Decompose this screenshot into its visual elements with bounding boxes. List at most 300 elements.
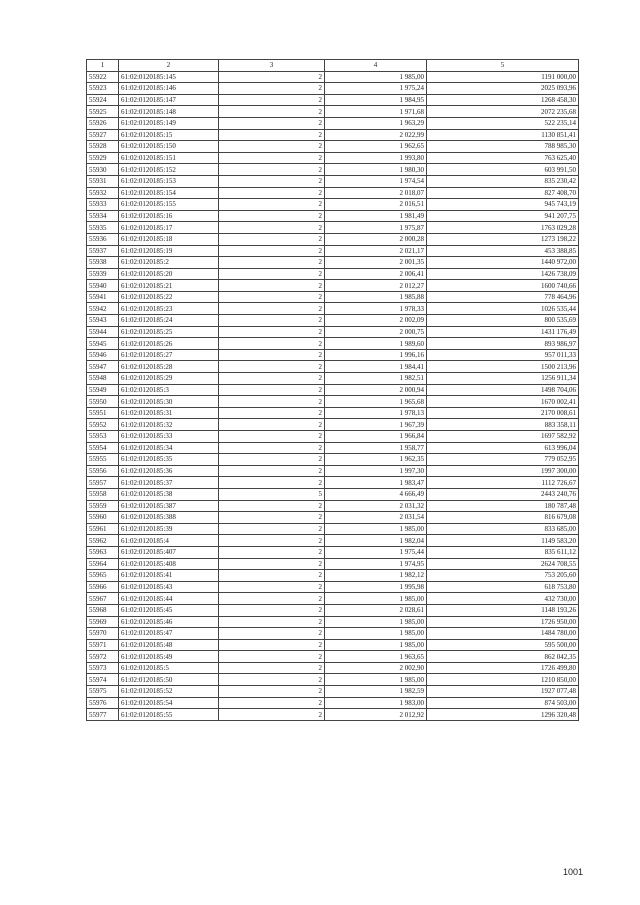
row-number-cell: 55962: [87, 535, 119, 547]
row-number-cell: 55976: [87, 697, 119, 709]
cadastral-number-cell: 61:02:0120185:154: [119, 187, 219, 199]
area-cell: 1 963,29: [325, 117, 427, 129]
value-cell: 1210 850,00: [427, 674, 579, 686]
value-cell: 1763 029,28: [427, 222, 579, 234]
value-cell: 1997 300,00: [427, 465, 579, 477]
cadastral-number-cell: 61:02:0120185:22: [119, 291, 219, 303]
area-cell: 1 971,68: [325, 106, 427, 118]
cadastral-number-cell: 61:02:0120185:32: [119, 419, 219, 431]
table-row: [87, 257, 579, 269]
area-cell: 1 966,84: [325, 431, 427, 443]
category-cell: 2: [219, 431, 325, 443]
area-cell: 2 021,17: [325, 245, 427, 257]
row-number-cell: 55928: [87, 141, 119, 153]
value-cell: 778 464,96: [427, 291, 579, 303]
value-cell: 2025 093,96: [427, 83, 579, 95]
row-number-cell: 55975: [87, 686, 119, 698]
row-number-cell: 55951: [87, 407, 119, 419]
column-header-2: 2: [119, 60, 219, 72]
row-number-cell: 55963: [87, 546, 119, 558]
value-cell: 1149 583,20: [427, 535, 579, 547]
category-cell: 2: [219, 581, 325, 593]
cadastral-number-cell: 61:02:0120185:407: [119, 546, 219, 558]
table-row: [87, 117, 579, 129]
value-cell: 1484 780,00: [427, 628, 579, 640]
row-number-cell: 55923: [87, 83, 119, 95]
row-number-cell: 55957: [87, 477, 119, 489]
category-cell: 2: [219, 512, 325, 524]
area-cell: 1 983,00: [325, 697, 427, 709]
category-cell: 2: [219, 187, 325, 199]
category-cell: 2: [219, 639, 325, 651]
value-cell: 1600 740,66: [427, 280, 579, 292]
row-number-cell: 55931: [87, 175, 119, 187]
table-row: [87, 697, 579, 709]
cadastral-number-cell: 61:02:0120185:388: [119, 512, 219, 524]
area-cell: 1 982,51: [325, 373, 427, 385]
area-cell: 1 985,00: [325, 616, 427, 628]
row-number-cell: 55945: [87, 338, 119, 350]
row-number-cell: 55956: [87, 465, 119, 477]
cadastral-number-cell: 61:02:0120185:25: [119, 326, 219, 338]
category-cell: 2: [219, 129, 325, 141]
cadastral-number-cell: 61:02:0120185:50: [119, 674, 219, 686]
cadastral-number-cell: 61:02:0120185:408: [119, 558, 219, 570]
value-cell: 1426 738,09: [427, 268, 579, 280]
area-cell: 1 975,24: [325, 83, 427, 95]
table-row: [87, 628, 579, 640]
category-cell: 2: [219, 326, 325, 338]
value-cell: 180 787,48: [427, 500, 579, 512]
area-cell: 2 028,61: [325, 604, 427, 616]
category-cell: 2: [219, 83, 325, 95]
category-cell: 2: [219, 222, 325, 234]
area-cell: 2 000,94: [325, 384, 427, 396]
table-row: [87, 373, 579, 385]
row-number-cell: 55949: [87, 384, 119, 396]
row-number-cell: 55922: [87, 71, 119, 83]
value-cell: 941 207,75: [427, 210, 579, 222]
row-number-cell: 55969: [87, 616, 119, 628]
cadastral-number-cell: 61:02:0120185:37: [119, 477, 219, 489]
value-cell: 1256 911,34: [427, 373, 579, 385]
category-cell: 2: [219, 373, 325, 385]
table-row: [87, 454, 579, 466]
category-cell: 2: [219, 454, 325, 466]
category-cell: 2: [219, 106, 325, 118]
area-cell: 1 993,80: [325, 152, 427, 164]
table-row: [87, 291, 579, 303]
cadastral-number-cell: 61:02:0120185:29: [119, 373, 219, 385]
cadastral-number-cell: 61:02:0120185:31: [119, 407, 219, 419]
category-cell: 2: [219, 535, 325, 547]
area-cell: 2 031,54: [325, 512, 427, 524]
value-cell: 779 052,95: [427, 454, 579, 466]
area-cell: 4 666,49: [325, 488, 427, 500]
row-number-cell: 55936: [87, 233, 119, 245]
column-header-5: 5: [427, 60, 579, 72]
category-cell: 2: [219, 651, 325, 663]
row-number-cell: 55959: [87, 500, 119, 512]
cadastral-number-cell: 61:02:0120185:387: [119, 500, 219, 512]
table-header-row: [87, 60, 579, 72]
category-cell: 2: [219, 419, 325, 431]
column-header-4: 4: [325, 60, 427, 72]
area-cell: 2 031,32: [325, 500, 427, 512]
cadastral-number-cell: 61:02:0120185:26: [119, 338, 219, 350]
table-row: [87, 639, 579, 651]
table-row: [87, 500, 579, 512]
value-cell: 1130 851,41: [427, 129, 579, 141]
cadastral-number-cell: 61:02:0120185:16: [119, 210, 219, 222]
category-cell: 2: [219, 465, 325, 477]
value-cell: 618 753,80: [427, 581, 579, 593]
cadastral-number-cell: 61:02:0120185:153: [119, 175, 219, 187]
row-number-cell: 55955: [87, 454, 119, 466]
table-row: [87, 268, 579, 280]
category-cell: 2: [219, 697, 325, 709]
row-number-cell: 55941: [87, 291, 119, 303]
row-number-cell: 55954: [87, 442, 119, 454]
category-cell: 2: [219, 245, 325, 257]
category-cell: 2: [219, 477, 325, 489]
row-number-cell: 55974: [87, 674, 119, 686]
category-cell: 2: [219, 164, 325, 176]
cadastral-number-cell: 61:02:0120185:48: [119, 639, 219, 651]
cadastral-number-cell: 61:02:0120185:145: [119, 71, 219, 83]
cadastral-data-table: [86, 59, 579, 721]
category-cell: 2: [219, 686, 325, 698]
value-cell: 522 235,14: [427, 117, 579, 129]
row-number-cell: 55933: [87, 199, 119, 211]
area-cell: 1 996,16: [325, 349, 427, 361]
table-row: [87, 245, 579, 257]
value-cell: 957 011,33: [427, 349, 579, 361]
row-number-cell: 55927: [87, 129, 119, 141]
category-cell: 2: [219, 674, 325, 686]
category-cell: 2: [219, 303, 325, 315]
row-number-cell: 55937: [87, 245, 119, 257]
category-cell: 2: [219, 396, 325, 408]
cadastral-number-cell: 61:02:0120185:47: [119, 628, 219, 640]
table-row: [87, 662, 579, 674]
category-cell: 2: [219, 291, 325, 303]
category-cell: 2: [219, 616, 325, 628]
cadastral-number-cell: 61:02:0120185:146: [119, 83, 219, 95]
table-row: [87, 477, 579, 489]
table-row: [87, 94, 579, 106]
area-cell: 1 974,54: [325, 175, 427, 187]
value-cell: 1726 950,00: [427, 616, 579, 628]
value-cell: 1268 458,30: [427, 94, 579, 106]
cadastral-number-cell: 61:02:0120185:41: [119, 570, 219, 582]
value-cell: 2624 708,55: [427, 558, 579, 570]
table-row: [87, 71, 579, 83]
row-number-cell: 55942: [87, 303, 119, 315]
row-number-cell: 55924: [87, 94, 119, 106]
table-row: [87, 361, 579, 373]
area-cell: 1 967,39: [325, 419, 427, 431]
table-row: [87, 129, 579, 141]
row-number-cell: 55946: [87, 349, 119, 361]
table-row: [87, 674, 579, 686]
row-number-cell: 55977: [87, 709, 119, 721]
row-number-cell: 55953: [87, 431, 119, 443]
row-number-cell: 55925: [87, 106, 119, 118]
area-cell: 1 983,47: [325, 477, 427, 489]
table-row: [87, 581, 579, 593]
value-cell: 753 205,60: [427, 570, 579, 582]
cadastral-number-cell: 61:02:0120185:20: [119, 268, 219, 280]
value-cell: 432 730,00: [427, 593, 579, 605]
area-cell: 1 985,88: [325, 291, 427, 303]
value-cell: 603 991,50: [427, 164, 579, 176]
row-number-cell: 55958: [87, 488, 119, 500]
table-row: [87, 338, 579, 350]
value-cell: 788 985,30: [427, 141, 579, 153]
table-row: [87, 616, 579, 628]
row-number-cell: 55961: [87, 523, 119, 535]
area-cell: 1 985,00: [325, 639, 427, 651]
row-number-cell: 55973: [87, 662, 119, 674]
cadastral-number-cell: 61:02:0120185:18: [119, 233, 219, 245]
table-row: [87, 546, 579, 558]
category-cell: 2: [219, 361, 325, 373]
cadastral-number-cell: 61:02:0120185:54: [119, 697, 219, 709]
table-row: [87, 152, 579, 164]
table-row: [87, 419, 579, 431]
category-cell: 2: [219, 442, 325, 454]
area-cell: 1 985,00: [325, 674, 427, 686]
row-number-cell: 55938: [87, 257, 119, 269]
value-cell: 763 625,40: [427, 152, 579, 164]
table-row: [87, 396, 579, 408]
table-row: [87, 512, 579, 524]
cadastral-number-cell: 61:02:0120185:39: [119, 523, 219, 535]
area-cell: 2 016,51: [325, 199, 427, 211]
area-cell: 1 985,00: [325, 628, 427, 640]
cadastral-number-cell: 61:02:0120185:24: [119, 315, 219, 327]
category-cell: 5: [219, 488, 325, 500]
category-cell: 2: [219, 593, 325, 605]
table-row: [87, 83, 579, 95]
area-cell: 1 985,00: [325, 593, 427, 605]
row-number-cell: 55929: [87, 152, 119, 164]
value-cell: 1697 582,92: [427, 431, 579, 443]
area-cell: 2 000,75: [325, 326, 427, 338]
row-number-cell: 55960: [87, 512, 119, 524]
cadastral-number-cell: 61:02:0120185:46: [119, 616, 219, 628]
value-cell: 613 996,04: [427, 442, 579, 454]
value-cell: 816 679,08: [427, 512, 579, 524]
category-cell: 2: [219, 94, 325, 106]
table-row: [87, 570, 579, 582]
value-cell: 1026 535,44: [427, 303, 579, 315]
row-number-cell: 55943: [87, 315, 119, 327]
area-cell: 2 012,27: [325, 280, 427, 292]
category-cell: 2: [219, 662, 325, 674]
row-number-cell: 55967: [87, 593, 119, 605]
table-row: [87, 442, 579, 454]
row-number-cell: 55971: [87, 639, 119, 651]
area-cell: 1 965,68: [325, 396, 427, 408]
value-cell: 835 611,12: [427, 546, 579, 558]
value-cell: 1440 972,00: [427, 257, 579, 269]
table-row: [87, 315, 579, 327]
cadastral-number-cell: 61:02:0120185:150: [119, 141, 219, 153]
table-row: [87, 431, 579, 443]
value-cell: 2170 008,61: [427, 407, 579, 419]
row-number-cell: 55939: [87, 268, 119, 280]
cadastral-number-cell: 61:02:0120185:21: [119, 280, 219, 292]
row-number-cell: 55952: [87, 419, 119, 431]
cadastral-number-cell: 61:02:0120185:28: [119, 361, 219, 373]
value-cell: 2443 240,76: [427, 488, 579, 500]
value-cell: 800 535,69: [427, 315, 579, 327]
row-number-cell: 55950: [87, 396, 119, 408]
value-cell: 1726 499,80: [427, 662, 579, 674]
cadastral-number-cell: 61:02:0120185:3: [119, 384, 219, 396]
table-row: [87, 164, 579, 176]
value-cell: 595 500,00: [427, 639, 579, 651]
cadastral-number-cell: 61:02:0120185:49: [119, 651, 219, 663]
category-cell: 2: [219, 210, 325, 222]
area-cell: 1 980,30: [325, 164, 427, 176]
area-cell: 1 985,00: [325, 71, 427, 83]
area-cell: 2 012,92: [325, 709, 427, 721]
category-cell: 2: [219, 199, 325, 211]
area-cell: 1 978,33: [325, 303, 427, 315]
table-row: [87, 175, 579, 187]
area-cell: 1 975,87: [325, 222, 427, 234]
table-row: [87, 210, 579, 222]
area-cell: 2 001,35: [325, 257, 427, 269]
cadastral-number-cell: 61:02:0120185:36: [119, 465, 219, 477]
area-cell: 1 984,41: [325, 361, 427, 373]
row-number-cell: 55966: [87, 581, 119, 593]
row-number-cell: 55947: [87, 361, 119, 373]
table-row: [87, 651, 579, 663]
value-cell: 833 685,00: [427, 523, 579, 535]
column-header-3: 3: [219, 60, 325, 72]
value-cell: 453 388,85: [427, 245, 579, 257]
area-cell: 1 989,60: [325, 338, 427, 350]
table-row: [87, 280, 579, 292]
category-cell: 2: [219, 546, 325, 558]
category-cell: 2: [219, 257, 325, 269]
cadastral-number-cell: 61:02:0120185:38: [119, 488, 219, 500]
area-cell: 2 000,28: [325, 233, 427, 245]
area-cell: 2 022,99: [325, 129, 427, 141]
category-cell: 2: [219, 315, 325, 327]
cadastral-number-cell: 61:02:0120185:5: [119, 662, 219, 674]
value-cell: 2072 235,68: [427, 106, 579, 118]
cadastral-number-cell: 61:02:0120185:34: [119, 442, 219, 454]
value-cell: 1191 000,00: [427, 71, 579, 83]
category-cell: 2: [219, 233, 325, 245]
category-cell: 2: [219, 604, 325, 616]
category-cell: 2: [219, 280, 325, 292]
category-cell: 2: [219, 384, 325, 396]
area-cell: 2 018,07: [325, 187, 427, 199]
row-number-cell: 55934: [87, 210, 119, 222]
value-cell: 1670 002,41: [427, 396, 579, 408]
value-cell: 1296 320,48: [427, 709, 579, 721]
category-cell: 2: [219, 709, 325, 721]
cadastral-number-cell: 61:02:0120185:35: [119, 454, 219, 466]
value-cell: 883 358,11: [427, 419, 579, 431]
table-row: [87, 222, 579, 234]
area-cell: 1 982,59: [325, 686, 427, 698]
category-cell: 2: [219, 500, 325, 512]
area-cell: 1 975,44: [325, 546, 427, 558]
area-cell: 1 963,65: [325, 651, 427, 663]
category-cell: 2: [219, 349, 325, 361]
row-number-cell: 55968: [87, 604, 119, 616]
row-number-cell: 55972: [87, 651, 119, 663]
cadastral-number-cell: 61:02:0120185:149: [119, 117, 219, 129]
cadastral-number-cell: 61:02:0120185:55: [119, 709, 219, 721]
row-number-cell: 55935: [87, 222, 119, 234]
category-cell: 2: [219, 338, 325, 350]
table-row: [87, 558, 579, 570]
table-row: [87, 199, 579, 211]
cadastral-number-cell: 61:02:0120185:2: [119, 257, 219, 269]
area-cell: 1 984,95: [325, 94, 427, 106]
cadastral-number-cell: 61:02:0120185:43: [119, 581, 219, 593]
value-cell: 1498 704,06: [427, 384, 579, 396]
area-cell: 1 958,77: [325, 442, 427, 454]
column-header-1: 1: [87, 60, 119, 72]
table-row: [87, 535, 579, 547]
table-row: [87, 465, 579, 477]
area-cell: 1 982,04: [325, 535, 427, 547]
area-cell: 1 962,65: [325, 141, 427, 153]
table-row: [87, 303, 579, 315]
table-row: [87, 349, 579, 361]
row-number-cell: 55926: [87, 117, 119, 129]
category-cell: 2: [219, 523, 325, 535]
cadastral-number-cell: 61:02:0120185:19: [119, 245, 219, 257]
table-body: [87, 71, 579, 720]
category-cell: 2: [219, 71, 325, 83]
category-cell: 2: [219, 175, 325, 187]
row-number-cell: 55940: [87, 280, 119, 292]
area-cell: 2 002,09: [325, 315, 427, 327]
value-cell: 1431 176,49: [427, 326, 579, 338]
table-row: [87, 488, 579, 500]
table-row: [87, 384, 579, 396]
value-cell: 827 408,70: [427, 187, 579, 199]
category-cell: 2: [219, 628, 325, 640]
area-cell: 1 981,49: [325, 210, 427, 222]
cadastral-number-cell: 61:02:0120185:148: [119, 106, 219, 118]
category-cell: 2: [219, 570, 325, 582]
cadastral-number-cell: 61:02:0120185:4: [119, 535, 219, 547]
category-cell: 2: [219, 407, 325, 419]
table-row: [87, 604, 579, 616]
cadastral-number-cell: 61:02:0120185:151: [119, 152, 219, 164]
value-cell: 1500 213,96: [427, 361, 579, 373]
table-row: [87, 709, 579, 721]
area-cell: 2 006,41: [325, 268, 427, 280]
category-cell: 2: [219, 141, 325, 153]
cadastral-number-cell: 61:02:0120185:147: [119, 94, 219, 106]
table-row: [87, 407, 579, 419]
row-number-cell: 55964: [87, 558, 119, 570]
page-number: 1001: [563, 867, 584, 877]
cadastral-number-cell: 61:02:0120185:30: [119, 396, 219, 408]
